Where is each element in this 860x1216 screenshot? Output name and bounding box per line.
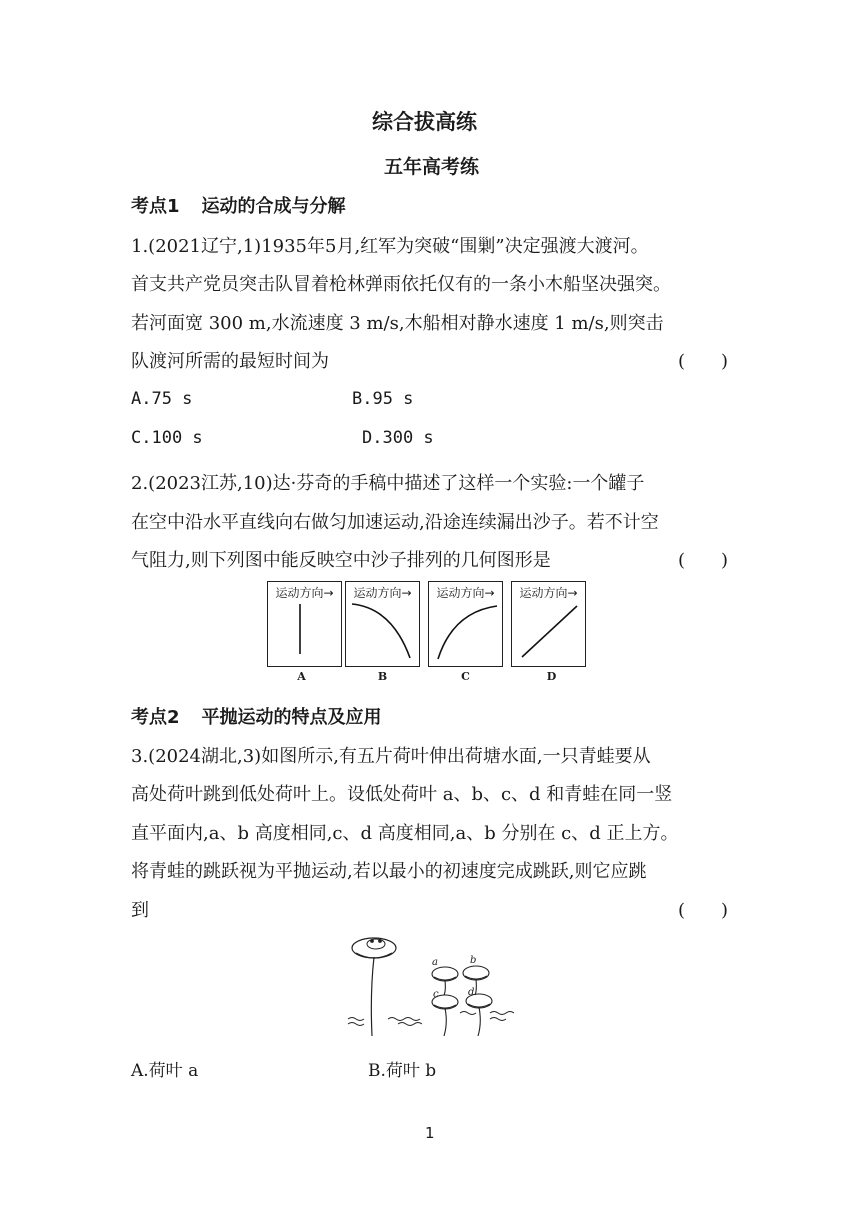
section-name: 运动的合成与分解 bbox=[201, 196, 346, 217]
leaf-label-c: c bbox=[433, 989, 439, 1000]
water-ripples bbox=[348, 1012, 514, 1026]
figure-label-d: D bbox=[546, 670, 557, 683]
lotus-leaf-b bbox=[463, 966, 489, 995]
lotus-leaf-c bbox=[432, 995, 458, 1036]
q1-option-d: D.300 s bbox=[362, 428, 434, 448]
leaf-label-b: b bbox=[470, 955, 477, 966]
q3-line-1: 3.(2024湖北,3)如图所示,有五片荷叶伸出荷塘水面,一只青蛙要从 bbox=[131, 746, 651, 767]
panel-heading: 运动方向→ bbox=[519, 586, 578, 600]
figure-label-c: C bbox=[461, 670, 470, 683]
q3-option-a: A.荷叶 a bbox=[131, 1061, 199, 1081]
q1-line-4: 队渡河所需的最短时间为 bbox=[131, 351, 329, 372]
figure-label-a: A bbox=[297, 670, 306, 683]
q1-line-3: 若河面宽 300 m,水流速度 3 m/s,木船相对静水速度 1 m/s,则突击 bbox=[131, 313, 664, 334]
page-subtitle: 五年高考练 bbox=[384, 156, 480, 178]
sand-path-vertical bbox=[268, 582, 340, 665]
q1-line-1: 1.(2021辽宁,1)1935年5月,红军为突破“围剿”决定强渡大渡河。 bbox=[131, 236, 649, 257]
leaf-label-d: d bbox=[468, 987, 475, 998]
leaf-label-a: a bbox=[432, 957, 438, 968]
q1-answer-bracket: ( ) bbox=[677, 351, 728, 372]
frog-leaf bbox=[352, 938, 396, 1036]
lotus-pond-figure bbox=[340, 933, 520, 1043]
q3-option-b: B.荷叶 b bbox=[368, 1061, 437, 1081]
panel-heading: 运动方向→ bbox=[436, 586, 495, 600]
panel-heading: 运动方向→ bbox=[275, 586, 334, 600]
q3-line-4: 将青蛙的跳跃视为平抛运动,若以最小的初速度完成跳跃,则它应跳 bbox=[131, 861, 647, 882]
q1-line-2: 首支共产党员突击队冒着枪林弹雨依托仅有的一条小木船坚决强突。 bbox=[131, 274, 671, 295]
page-number: 1 bbox=[425, 1124, 435, 1142]
q1-option-c: C.100 s bbox=[131, 428, 203, 448]
figure-panel-c bbox=[428, 581, 503, 667]
q1-option-b: B.95 s bbox=[352, 389, 414, 409]
section-name: 平抛运动的特点及应用 bbox=[201, 707, 382, 728]
section-heading-2 bbox=[131, 703, 382, 729]
figure-panel-d bbox=[511, 581, 586, 667]
lotus-leaf-d bbox=[466, 994, 492, 1036]
figure-panel-b bbox=[345, 581, 420, 667]
sand-path-straight bbox=[512, 582, 584, 665]
frog-icon bbox=[367, 939, 385, 949]
page-title: 综合拔高练 bbox=[372, 110, 477, 134]
q3-line-2: 高处荷叶跳到低处荷叶上。设低处荷叶 a、b、c、d 和青蛙在同一竖 bbox=[131, 784, 673, 805]
q2-line-1: 2.(2023江苏,10)达·芬奇的手稿中描述了这样一个实验:一个罐子 bbox=[131, 473, 645, 494]
panel-heading: 运动方向→ bbox=[353, 586, 412, 600]
q2-line-2: 在空中沿水平直线向右做匀加速运动,沿途连续漏出沙子。若不计空 bbox=[131, 512, 659, 533]
section-label: 考点2 bbox=[131, 707, 180, 728]
section-heading-1 bbox=[131, 192, 346, 218]
figure-panel-a bbox=[267, 581, 342, 667]
q1-option-a: A.75 s bbox=[131, 389, 193, 409]
q3-line-3: 直平面内,a、b 高度相同,c、d 高度相同,a、b 分别在 c、d 正上方。 bbox=[131, 823, 679, 844]
q3-answer-bracket: ( ) bbox=[677, 900, 728, 921]
q2-answer-bracket: ( ) bbox=[677, 550, 728, 571]
figure-label-b: B bbox=[377, 670, 388, 683]
sand-path-concave-down bbox=[346, 582, 418, 665]
section-label: 考点1 bbox=[131, 196, 180, 217]
sand-path-concave-up bbox=[429, 582, 501, 665]
q2-line-3: 气阻力,则下列图中能反映空中沙子排列的几何图形是 bbox=[131, 550, 551, 571]
q3-line-5: 到 bbox=[131, 900, 149, 921]
